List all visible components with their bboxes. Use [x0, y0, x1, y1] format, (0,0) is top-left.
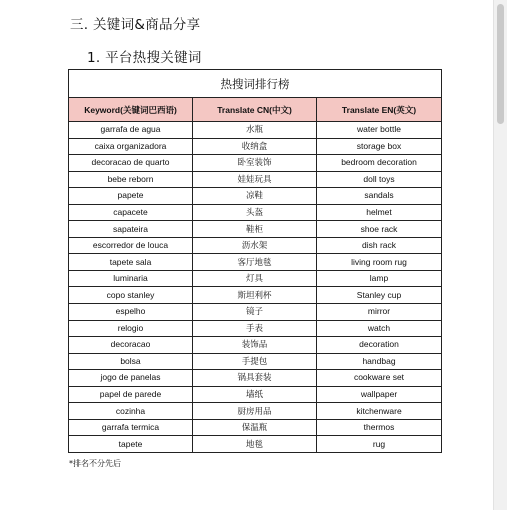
cell-keyword: copo stanley [69, 287, 193, 304]
cell-translate-en: cookware set [317, 370, 442, 387]
cell-translate-en: decoration [317, 337, 442, 354]
cell-keyword: tapete [69, 436, 193, 453]
section-title: 三. 关键词&商品分享 [70, 17, 201, 33]
cell-keyword: escorredor de louca [69, 237, 193, 254]
vertical-scrollbar[interactable] [493, 0, 507, 510]
table-row [69, 155, 442, 172]
cell-keyword: caixa organizadora [69, 138, 193, 155]
cell-translate-cn: 娃娃玩具 [193, 171, 317, 188]
cell-translate-en: lamp [317, 270, 442, 287]
cell-translate-cn: 斯坦利杯 [193, 287, 317, 304]
cell-translate-en: wallpaper [317, 386, 442, 403]
table-body [69, 122, 442, 453]
table-row [69, 270, 442, 287]
cell-translate-cn: 沥水架 [193, 237, 317, 254]
cell-keyword: espelho [69, 304, 193, 321]
cell-translate-cn: 手表 [193, 320, 317, 337]
cell-keyword: jogo de panelas [69, 370, 193, 387]
cell-translate-cn: 收纳盒 [193, 138, 317, 155]
table-row [69, 386, 442, 403]
table-row [69, 419, 442, 436]
table-row [69, 370, 442, 387]
scrollbar-thumb[interactable] [497, 4, 504, 124]
cell-translate-cn: 手提包 [193, 353, 317, 370]
table-row [69, 304, 442, 321]
footnote: *排名不分先后 [69, 459, 121, 468]
cell-keyword: decoracao [69, 337, 193, 354]
cell-keyword: bolsa [69, 353, 193, 370]
cell-keyword: sapateira [69, 221, 193, 238]
cell-keyword: garrafa de agua [69, 122, 193, 139]
table-row [69, 436, 442, 453]
cell-translate-cn: 锅具套装 [193, 370, 317, 387]
cell-keyword: decoracao de quarto [69, 155, 193, 172]
cell-translate-cn: 卧室装饰 [193, 155, 317, 172]
cell-keyword: papete [69, 188, 193, 205]
table-row [69, 287, 442, 304]
cell-translate-en: storage box [317, 138, 442, 155]
cell-translate-en: bedroom decoration [317, 155, 442, 172]
cell-translate-cn: 地毯 [193, 436, 317, 453]
cell-translate-cn: 墙纸 [193, 386, 317, 403]
cell-translate-cn: 镜子 [193, 304, 317, 321]
header-keyword: Keyword(关键词巴西语) [69, 98, 193, 122]
table-row [69, 188, 442, 205]
table-row [69, 237, 442, 254]
cell-translate-en: thermos [317, 419, 442, 436]
cell-keyword: capacete [69, 204, 193, 221]
header-translate-cn: Translate CN(中文) [193, 98, 317, 122]
table-title: 热搜词排行榜 [69, 70, 442, 98]
cell-translate-en: sandals [317, 188, 442, 205]
cell-translate-en: mirror [317, 304, 442, 321]
table-row [69, 353, 442, 370]
table-row [69, 254, 442, 271]
cell-translate-cn: 头盔 [193, 204, 317, 221]
table-row [69, 171, 442, 188]
cell-keyword: cozinha [69, 403, 193, 420]
subsection-title: 1. 平台热搜关键词 [87, 50, 202, 66]
table-row [69, 403, 442, 420]
cell-translate-en: shoe rack [317, 221, 442, 238]
cell-keyword: relogio [69, 320, 193, 337]
cell-translate-en: water bottle [317, 122, 442, 139]
cell-translate-cn: 保温瓶 [193, 419, 317, 436]
cell-keyword: luminaria [69, 270, 193, 287]
cell-translate-en: handbag [317, 353, 442, 370]
cell-translate-en: watch [317, 320, 442, 337]
table-row [69, 221, 442, 238]
cell-translate-en: dish rack [317, 237, 442, 254]
header-translate-en: Translate EN(英文) [317, 98, 442, 122]
cell-translate-cn: 凉鞋 [193, 188, 317, 205]
cell-translate-en: kitchenware [317, 403, 442, 420]
table-row [69, 320, 442, 337]
cell-translate-cn: 鞋柜 [193, 221, 317, 238]
cell-translate-en: living room rug [317, 254, 442, 271]
cell-keyword: bebe reborn [69, 171, 193, 188]
cell-translate-cn: 厨房用品 [193, 403, 317, 420]
cell-translate-cn: 客厅地毯 [193, 254, 317, 271]
cell-keyword: garrafa termica [69, 419, 193, 436]
cell-translate-en: doll toys [317, 171, 442, 188]
table-row [69, 138, 442, 155]
cell-translate-cn: 装饰品 [193, 337, 317, 354]
table-row [69, 204, 442, 221]
cell-translate-en: rug [317, 436, 442, 453]
cell-keyword: papel de parede [69, 386, 193, 403]
cell-keyword: tapete sala [69, 254, 193, 271]
cell-translate-cn: 水瓶 [193, 122, 317, 139]
cell-translate-cn: 灯具 [193, 270, 317, 287]
cell-translate-en: helmet [317, 204, 442, 221]
table-row [69, 122, 442, 139]
cell-translate-en: Stanley cup [317, 287, 442, 304]
hot-search-table [68, 69, 442, 453]
table-row [69, 337, 442, 354]
